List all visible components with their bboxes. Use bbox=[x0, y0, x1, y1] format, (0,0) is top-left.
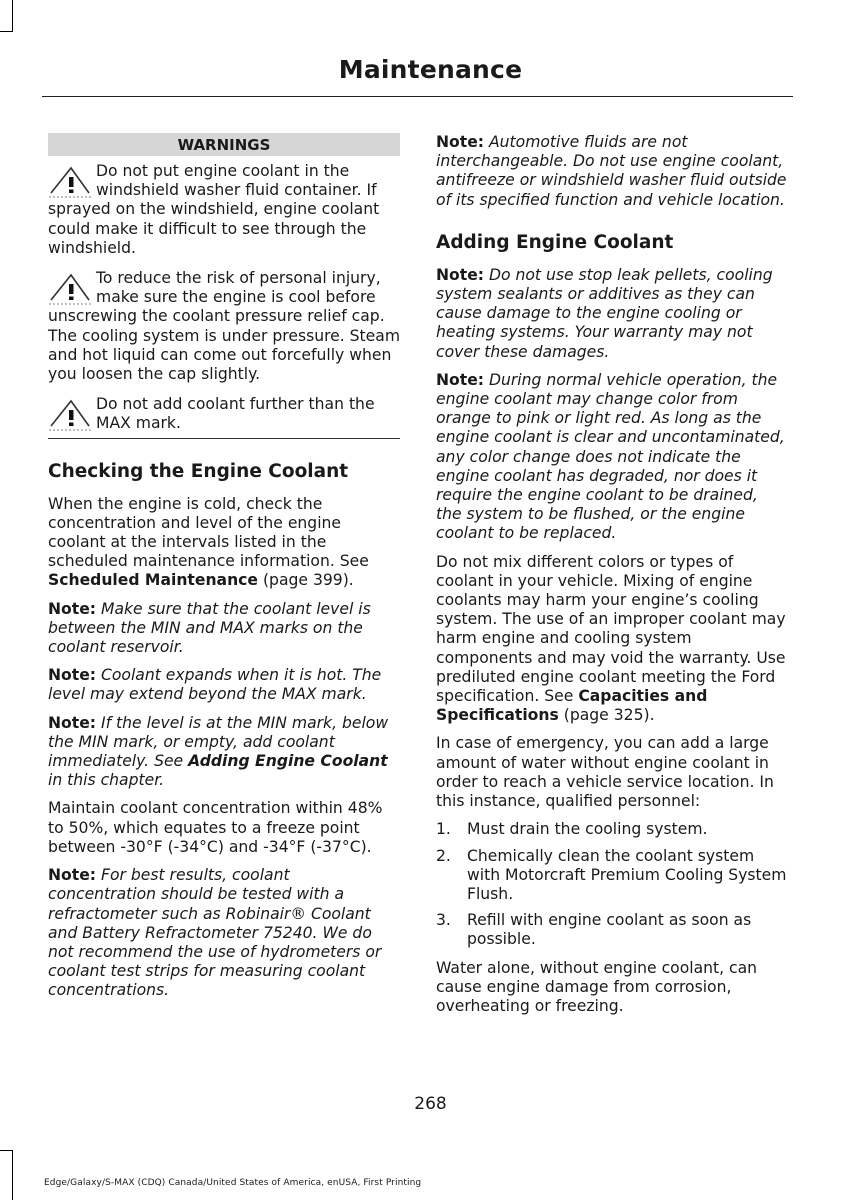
page-title: Maintenance bbox=[338, 55, 523, 84]
checking-intro: When the engine is cold, check the concentration and level of the engine coolant at the intervals listed in the scheduled maintenance information. See Scheduled Maintenance (page 399). bbox=[48, 494, 369, 590]
warning-text: To reduce the risk of personal injury, make sure the engine is cool before unscrewing the coolant pressure relief cap. The cooling system is under pressure. Steam and hot liquid can come out forcefully when you loosen the cap slightly. bbox=[48, 269, 401, 384]
warnings-divider bbox=[48, 438, 400, 439]
warning-triangle-icon bbox=[48, 162, 92, 200]
warning-text: Do not put engine coolant in the windshield washer fluid container. If sprayed on the windshield, engine coolant could make it difficult to see through the windshield. bbox=[48, 162, 380, 257]
link-scheduled-maintenance[interactable]: Scheduled Maintenance bbox=[48, 571, 258, 590]
page-number: 268 bbox=[414, 1094, 447, 1114]
warning-item bbox=[48, 162, 400, 258]
steps-list bbox=[436, 820, 788, 949]
note: Note: Coolant expands when it is hot. The level may extend beyond the MAX mark. bbox=[48, 666, 382, 704]
water-paragraph: Water alone, without engine coolant, can cause engine damage from corrosion, overheating or freezing. bbox=[436, 958, 758, 1015]
crop-mark-top-horizontal bbox=[0, 31, 12, 32]
list-item: 2. Chemically clean the coolant system with Motorcraft Premium Cooling System Flush. bbox=[436, 846, 787, 903]
crop-mark-bottom bbox=[12, 1150, 13, 1200]
list-item: 3. Refill with engine coolant as soon as possible. bbox=[436, 911, 752, 949]
warnings-heading: WARNINGS bbox=[48, 133, 400, 156]
concentration-paragraph: Maintain coolant concentration within 48% to 50%, which equates to a freeze point between -30°F (-34°C) and -34°F (-37°C). bbox=[48, 799, 383, 856]
link-capacities-specifications[interactable]: Capacities and Specifications bbox=[436, 687, 708, 725]
note: Note: Automotive fluids are not interchangeable. Do not use engine coolant, antifreeze or windshield washer fluid outside of its specified function and vehicle location. bbox=[436, 133, 787, 209]
crop-mark-top bbox=[12, 0, 13, 32]
note: Note: Make sure that the coolant level is between the MIN and MAX marks on the coolant reservoir. bbox=[48, 599, 371, 657]
section-heading-adding: Adding Engine Coolant bbox=[436, 231, 674, 253]
list-item: 1. Must drain the cooling system. bbox=[436, 820, 708, 839]
note: Note: Do not use stop leak pellets, cooling system sealants or additives as they can cause damage to the engine cooling or heating systems. Your warranty may not cover these damages. bbox=[436, 265, 773, 361]
link-adding-engine-coolant[interactable]: Adding Engine Coolant bbox=[188, 752, 388, 771]
warning-triangle-icon bbox=[48, 269, 92, 307]
section-heading-checking: Checking the Engine Coolant bbox=[48, 460, 349, 482]
note: Note: For best results, coolant concentration should be tested with a refractometer such as Robinair® Coolant and Battery Refractometer 75240. We do not recommend the use of hydrometers or coolant test strips for measuring coolant concentrations. bbox=[48, 866, 382, 1000]
crop-mark-bottom-horizontal bbox=[0, 1150, 12, 1151]
footer-imprint: Edge/Galaxy/S-MAX (CDQ) Canada/United States of America, enUSA, First Printing bbox=[44, 1178, 422, 1188]
right-column bbox=[436, 133, 788, 1025]
note: Note: During normal vehicle operation, the engine coolant may change color from orange to pink or light red. As long as the engine coolant is clear and uncontaminated, any color change does not indicate the engine coolant has degraded, nor does it require the engine coolant to be drained, the system to be flushed, or the engine coolant to be replaced. bbox=[436, 370, 785, 543]
warning-item bbox=[48, 395, 400, 433]
warning-text: Do not add coolant further than the MAX mark. bbox=[96, 395, 375, 433]
left-column bbox=[48, 133, 400, 1010]
mixing-paragraph: Do not mix different colors or types of coolant in your vehicle. Mixing of engine coolants may harm your engine’s cooling system. The use of an improper coolant may harm engine and cooling system components and may void the warranty. Use prediluted engine coolant meeting the Ford specification. See Capacities and Specifications (page 325). bbox=[436, 552, 786, 725]
warning-triangle-icon bbox=[48, 395, 92, 433]
title-divider bbox=[42, 96, 793, 97]
warning-item bbox=[48, 269, 400, 384]
emergency-paragraph: In case of emergency, you can add a large amount of water without engine coolant in order to reach a vehicle service location. In this instance, qualified personnel: bbox=[436, 734, 774, 811]
note: Note: If the level is at the MIN mark, below the MIN mark, or empty, add coolant immediately. See Adding Engine Coolant in this chapter. bbox=[48, 713, 389, 790]
